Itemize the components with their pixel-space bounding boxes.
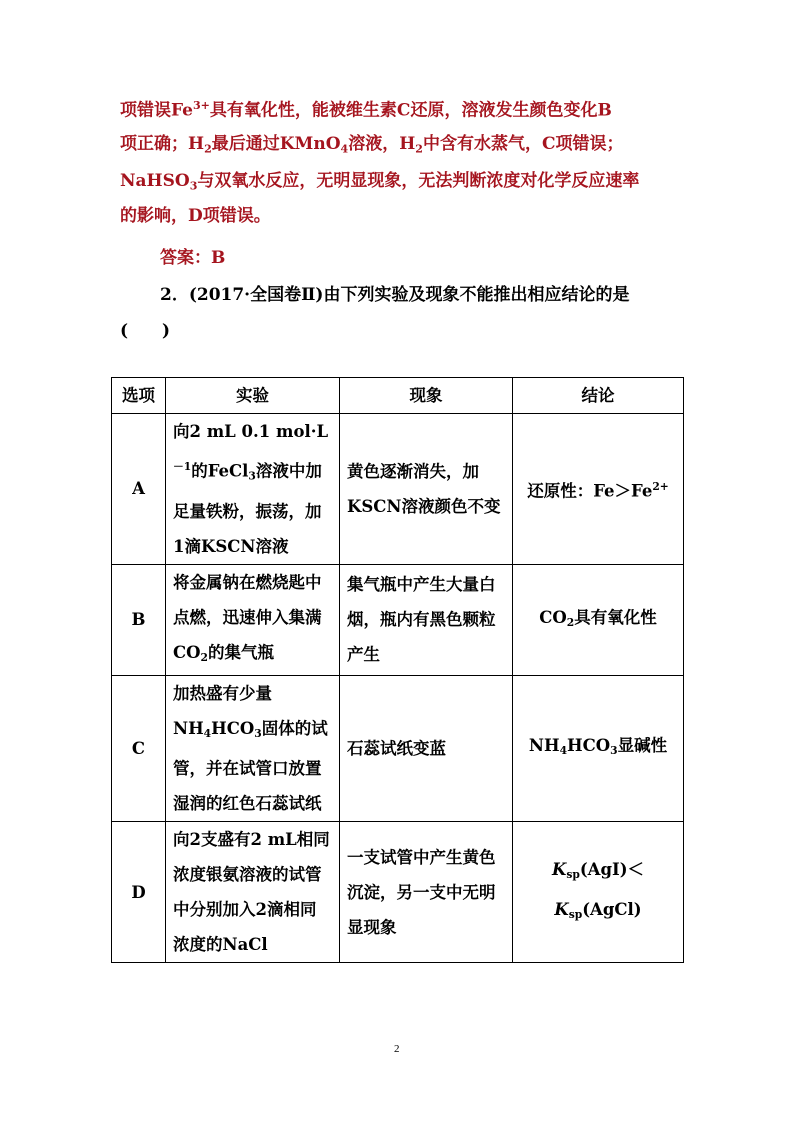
- header-option: 选项: [112, 378, 166, 414]
- explanation-line-3: NaHSO$_3$与双氧水反应，无明显现象，无法判断浓度对化学反应速率: [120, 171, 640, 193]
- row-experiment: 向2 mL 0.1 $mol\cdot L^{-1}$的FeCl$_3$溶液中加足量铁粉，振荡，加1滴KSCN溶液: [166, 414, 340, 565]
- row-conclusion: 还原性：$Fe>Fe^{2+}$: [513, 414, 684, 565]
- row-conclusion: $K_{sp}(AgI)<K_{sp}(AgCl)$: [513, 822, 684, 963]
- row-phenomenon: 黄色逐渐消失，加KSCN溶液颜色不变: [340, 414, 513, 565]
- table-header-row: [112, 378, 684, 414]
- header-experiment: 实验: [166, 378, 340, 414]
- explanation-line-4: 的影响，D项错误。: [120, 206, 271, 226]
- row-experiment: 将金属钠在燃烧匙中点燃，迅速伸入集满$CO_2$的集气瓶: [166, 564, 340, 675]
- answer: [160, 243, 225, 268]
- row-conclusion: $NH_4HCO_3$显碱性: [513, 675, 684, 821]
- row-option: C: [112, 675, 166, 821]
- row-option: A: [112, 414, 166, 565]
- row-option: D: [112, 822, 166, 963]
- experiment-table: [111, 377, 684, 963]
- row-option: B: [112, 564, 166, 675]
- page-number: 2: [394, 1043, 400, 1055]
- table-row: [112, 564, 684, 675]
- table-row: [112, 414, 684, 565]
- row-phenomenon: 石蕊试纸变蓝: [340, 675, 513, 821]
- row-phenomenon: 一支试管中产生黄色沉淀，另一支中无明显现象: [340, 822, 513, 963]
- answer-label: 答案：: [160, 248, 211, 268]
- table-row: [112, 822, 684, 963]
- row-conclusion: $CO_2$具有氧化性: [513, 564, 684, 675]
- table-row: [112, 675, 684, 821]
- explanation-line-1: 项错误$Fe^{3+}$具有氧化性，能被维生素C还原，溶液发生颜色变化B: [120, 99, 612, 121]
- header-conclusion: 结论: [513, 378, 684, 414]
- row-phenomenon: 集气瓶中产生大量白烟，瓶内有黑色颗粒产生: [340, 564, 513, 675]
- explanation-line-2: 项正确；$H_2$最后通过KMnO$_4$溶液，$H_2$中含有水蒸气，C项错误；: [120, 134, 624, 156]
- row-experiment: 向2支盛有2 mL相同浓度银氨溶液的试管中分别加入2滴相同浓度的NaCl: [166, 822, 340, 963]
- header-phenomenon: 现象: [340, 378, 513, 414]
- row-experiment: 加热盛有少量$NH_4HCO_3$固体的试管，并在试管口放置湿润的红色石蕊试纸: [166, 675, 340, 821]
- answer-value: B: [211, 248, 226, 268]
- answer-blank: ( ): [120, 321, 171, 341]
- question-stem: 2．(2017·全国卷Ⅱ)由下列实验及现象不能推出相应结论的是: [160, 285, 630, 305]
